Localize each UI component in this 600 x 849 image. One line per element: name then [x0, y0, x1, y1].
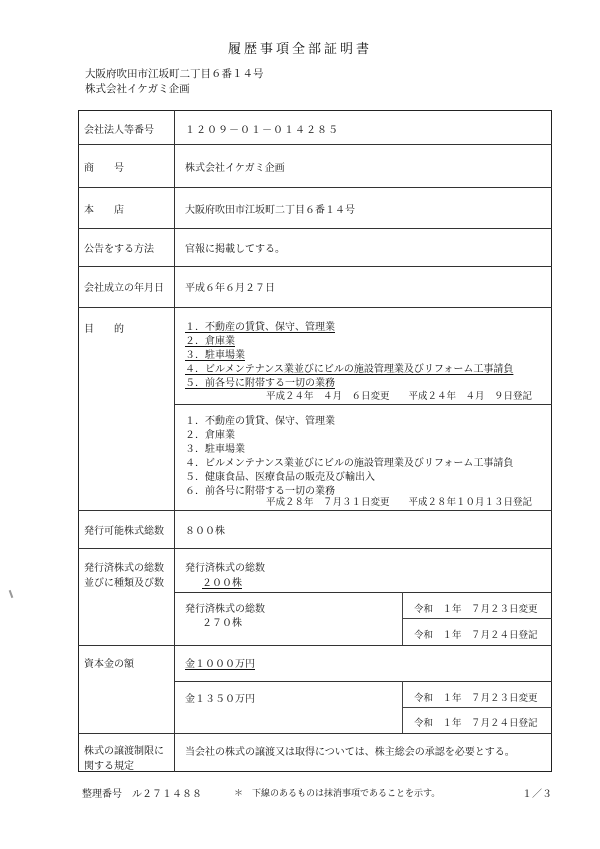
capital-label: 資本金の額 [84, 659, 134, 670]
issued-shares-reg-date: 令和 １年 ７月２４日登記 [414, 630, 538, 641]
purpose-sub-divider [174, 404, 552, 405]
purpose-new-item: ３．駐車場業 [185, 444, 245, 455]
purpose-new-item: ５．健康食品、医療食品の販売及び輸出入 [185, 472, 375, 483]
issued-shares-new-value: ２７０株 [202, 618, 242, 629]
label-divider [174, 110, 175, 772]
row-divider [78, 645, 552, 646]
corp-number-label: 会社法人等番号 [84, 125, 154, 136]
purpose-old-item: １．不動産の賃貸、保守、管理業 [185, 322, 335, 333]
capital-old-value: 金１０００万円 [185, 659, 255, 670]
purpose-new-item: １．不動産の賃貸、保守、管理業 [185, 416, 335, 427]
capital-reg-date: 令和 １年 ７月２４日登記 [414, 718, 538, 729]
date-box-line [402, 707, 552, 708]
purpose-old-item: ２．倉庫業 [185, 336, 235, 347]
transfer-restriction-label-1: 株式の譲渡制限に [84, 746, 164, 757]
row-divider [78, 266, 552, 267]
purpose-old-item: ５．前各号に附帯する一切の業務 [185, 378, 335, 389]
header-address: 大阪府吹田市江坂町二丁目６番１４号 [85, 68, 264, 80]
transfer-restriction-value: 当会社の株式の譲渡又は取得については、株主総会の承認を必要とする。 [185, 747, 515, 758]
row-divider [78, 228, 552, 229]
issued-shares-change-date: 令和 １年 ７月２３日変更 [414, 604, 538, 615]
row-divider [78, 548, 552, 549]
head-office-label: 本 店 [84, 205, 124, 216]
capital-change-date: 令和 １年 ７月２３日変更 [414, 693, 538, 704]
issued-shares-label-2: 並びに種類及び数 [84, 578, 164, 589]
purpose-old-dates: 平成２４年 ４月 ６日変更 平成２４年 ４月 ９日登記 [266, 391, 533, 402]
purpose-label: 目 的 [84, 324, 124, 335]
authorized-shares-label: 発行可能株式総数 [84, 526, 164, 537]
public-notice-value: 官報に掲載してする。 [185, 244, 285, 255]
established-label: 会社成立の年月日 [84, 283, 164, 294]
issued-shares-label-1: 発行済株式の総数 [84, 563, 164, 574]
purpose-old-item: ３．駐車場業 [185, 350, 245, 361]
row-divider [78, 733, 552, 734]
page-number: １／３ [522, 789, 552, 800]
capital-sub-divider [174, 681, 552, 682]
head-office-value: 大阪府吹田市江坂町二丁目６番１４号 [185, 205, 355, 216]
date-box-line [402, 618, 552, 619]
row-divider [78, 307, 552, 308]
scan-mark [9, 590, 14, 598]
trade-name-value: 株式会社イケガミ企画 [185, 163, 285, 174]
issued-shares-sublabel: 発行済株式の総数 [185, 563, 265, 574]
row-divider [78, 510, 552, 511]
established-value: 平成６年６月２７日 [185, 283, 275, 294]
purpose-new-item: ２．倉庫業 [185, 430, 235, 441]
document-title: 履歴事項全部証明書 [227, 42, 372, 57]
transfer-restriction-label-2: 関する規定 [84, 761, 134, 772]
reference-number: 整理番号 ル２７１４８８ [82, 789, 202, 800]
row-divider [78, 144, 552, 145]
row-divider [78, 187, 552, 188]
purpose-new-item: ６．前各号に附帯する一切の業務 [185, 486, 335, 497]
header-company: 株式会社イケガミ企画 [85, 83, 190, 95]
trade-name-label: 商 号 [84, 163, 124, 174]
public-notice-label: 公告をする方法 [84, 244, 154, 255]
purpose-old-item: ４．ビルメンテナンス業並びにビルの施設管理業及びリフォーム工事請負 [185, 364, 514, 375]
shares-sub-divider [174, 592, 552, 593]
underline-note: ＊ 下線のあるものは抹消事項であることを示す。 [234, 789, 441, 799]
capital-new-value: 金１３５０万円 [185, 694, 255, 705]
issued-shares-old-value: ２００株 [202, 578, 242, 589]
corp-number-value: １２０９－０１－０１４２８５ [185, 125, 339, 136]
purpose-new-dates: 平成２８年 ７月３１日変更 平成２８年１０月１３日登記 [266, 497, 533, 508]
authorized-shares-value: ８００株 [185, 526, 225, 537]
issued-shares-sublabel-new: 発行済株式の総数 [185, 604, 265, 615]
purpose-new-item: ４．ビルメンテナンス業並びにビルの施設管理業及びリフォーム工事請負 [185, 458, 514, 469]
